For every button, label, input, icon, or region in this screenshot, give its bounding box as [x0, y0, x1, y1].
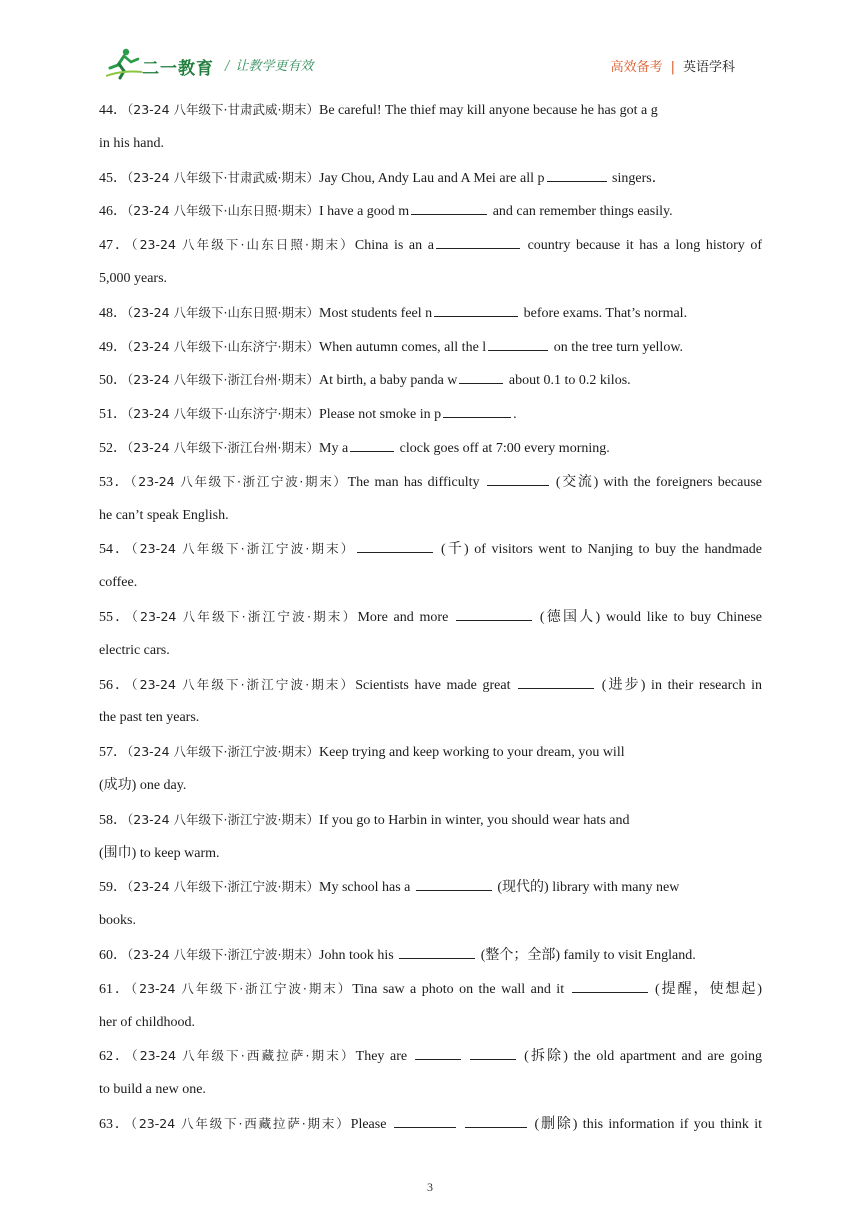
question-number: 52． — [99, 440, 127, 456]
exercise-line — [99, 363, 762, 397]
exercise-line — [99, 465, 762, 499]
exercise-line — [99, 1006, 762, 1040]
question-text: Most students feel n — [319, 305, 433, 321]
question-source: （23-24 八年级下·浙江宁波·期末） — [127, 744, 319, 760]
question-source: （23-24 八年级下·甘肃武威·期末） — [127, 169, 319, 185]
question-number: 48． — [99, 305, 127, 321]
answer-blank[interactable] — [434, 302, 518, 317]
question-number: 60． — [99, 947, 127, 963]
question-source: （23-24 八年级下·西藏拉萨·期末） — [131, 1048, 356, 1064]
question-number: 62． — [99, 1049, 132, 1065]
answer-blank[interactable] — [470, 1045, 516, 1060]
logo — [104, 46, 224, 80]
exercise-line — [99, 634, 762, 668]
question-text: If you go to Harbin in winter, you should wear hats and — [319, 812, 630, 828]
answer-blank[interactable] — [459, 369, 503, 384]
question-source: （23-24 八年级下·浙江宁波·期末） — [130, 980, 353, 996]
question-text: Scientists have made great — [355, 677, 517, 693]
exercise-list — [99, 93, 762, 1141]
question-source: （23-24 八年级下·山东日照·期末） — [127, 203, 319, 219]
question-text-after-blank: clock goes off at 7:00 every morning. — [396, 440, 610, 456]
answer-blank[interactable] — [443, 403, 511, 418]
answer-blank[interactable] — [394, 1113, 456, 1128]
question-text-after-blank: on the tree turn yellow. — [550, 339, 684, 355]
question-number: 63． — [99, 1116, 131, 1132]
question-source: （23-24 八年级下·山东济宁·期末） — [127, 406, 319, 422]
question-number: 51． — [99, 407, 127, 423]
question-text: Please not smoke in p — [319, 407, 442, 423]
question-text: her of childhood. — [99, 1014, 196, 1030]
question-text-after-blank: (删除) this information if you think it — [529, 1116, 762, 1132]
exercise-line — [99, 330, 762, 364]
question-text: (围巾) to keep warm. — [99, 845, 220, 861]
exercise-line — [99, 1039, 762, 1073]
question-text: the past ten years. — [99, 710, 200, 726]
answer-blank[interactable] — [415, 1045, 461, 1060]
header-subject-label: 英语学科 — [682, 60, 735, 75]
question-text: China is an a — [354, 238, 434, 254]
question-text: coffee. — [99, 575, 138, 591]
answer-blank[interactable] — [572, 978, 648, 993]
question-text: More and more — [357, 609, 455, 625]
question-text-after-blank: . — [513, 407, 517, 423]
exercise-line — [99, 228, 762, 262]
question-text-after-blank: and can remember things easily. — [489, 204, 673, 220]
question-source: （23-24 八年级下·浙江宁波·期末） — [127, 879, 319, 895]
exercise-line — [99, 668, 762, 702]
question-text-after-blank: (提醒，使想起) — [649, 981, 762, 997]
exercise-line — [99, 803, 762, 837]
exercise-line — [99, 870, 762, 904]
question-text: I have a good m — [319, 204, 410, 220]
question-source: （23-24 八年级下·山东日照·期末） — [131, 237, 355, 253]
question-text: Please — [350, 1116, 392, 1132]
answer-blank[interactable] — [487, 471, 549, 486]
question-number: 50． — [99, 373, 127, 389]
runner-logo-icon — [104, 46, 144, 80]
exercise-line — [99, 701, 762, 735]
answer-blank[interactable] — [357, 538, 433, 553]
exercise-line — [99, 93, 762, 127]
slogan-text: 让教学更有效 — [235, 59, 314, 74]
exercise-line — [99, 431, 762, 465]
question-text-after-blank: (千) of visitors went to Nanjing to buy the handmade — [435, 542, 762, 558]
question-text: Tina saw a photo on the wall and it — [352, 981, 570, 997]
question-text-after-blank: about 0.1 to 0.2 kilos. — [505, 373, 631, 389]
question-number: 49． — [99, 339, 127, 355]
question-text-after-blank: singers． — [608, 170, 666, 186]
question-number: 56． — [99, 677, 132, 693]
exercise-line — [99, 194, 762, 228]
answer-blank[interactable] — [411, 200, 487, 215]
question-text: he can’t speak English. — [99, 507, 229, 523]
question-text-after-blank: before exams. That’s normal. — [520, 305, 688, 321]
question-source: （23-24 八年级下·甘肃武威·期末） — [127, 102, 319, 117]
exercise-line — [99, 397, 762, 431]
page-number: 3 — [427, 1180, 433, 1194]
question-text: Jay Chou, Andy Lau and A Mei are all p — [319, 170, 545, 186]
question-text: Be careful! The thief may kill anyone because he has got a g — [319, 103, 658, 118]
question-text: electric cars. — [99, 642, 170, 658]
question-text: books. — [99, 913, 136, 929]
exercise-line — [99, 499, 762, 533]
exercise-line — [99, 972, 762, 1006]
question-source: （23-24 八年级下·浙江宁波·期末） — [131, 608, 358, 624]
answer-blank[interactable] — [399, 944, 475, 959]
exercise-line — [99, 1107, 762, 1141]
question-source: （23-24 八年级下·浙江宁波·期末） — [127, 811, 319, 827]
slogan — [225, 55, 313, 74]
question-text: in his hand. — [99, 135, 164, 151]
question-number: 53． — [99, 474, 131, 490]
exercise-line — [99, 769, 762, 803]
question-text: When autumn comes, all the l — [319, 339, 487, 355]
question-source: （23-24 八年级下·浙江台州·期末） — [127, 372, 319, 388]
question-text: At birth, a baby panda w — [319, 373, 458, 389]
answer-blank[interactable] — [416, 876, 492, 891]
answer-blank[interactable] — [456, 606, 532, 621]
logo-text: 二一教育 — [142, 59, 214, 79]
question-text-after-blank: (德国人) would like to buy Chinese — [534, 609, 762, 625]
exercise-line — [99, 161, 762, 195]
exercise-line — [99, 566, 762, 600]
question-source: （23-24 八年级下·浙江宁波·期末） — [127, 946, 319, 962]
question-text: My a — [319, 440, 349, 456]
question-number: 55． — [99, 609, 132, 625]
exercise-line — [99, 262, 762, 296]
question-text: The man has difficulty — [347, 474, 485, 490]
question-number: 57． — [99, 745, 127, 761]
header-keyword: 高效备考 — [610, 60, 663, 75]
exercise-line — [99, 600, 762, 634]
question-text: John took his — [319, 947, 398, 963]
question-number: 54． — [99, 542, 132, 558]
question-text-after-blank: (进步) in their research in — [596, 677, 762, 693]
question-source: （23-24 八年级下·浙江宁波·期末） — [131, 676, 356, 692]
question-source: （23-24 八年级下·山东济宁·期末） — [127, 338, 319, 354]
question-text: (成功) one day. — [99, 777, 187, 793]
question-text: to build a new one. — [99, 1082, 206, 1098]
exercise-line — [99, 837, 762, 871]
answer-blank[interactable] — [465, 1113, 527, 1128]
question-text: My school has a — [319, 880, 414, 896]
page-header — [0, 0, 860, 90]
exercise-line — [99, 1073, 762, 1107]
question-source: （23-24 八年级下·西藏拉萨·期末） — [130, 1115, 351, 1131]
exercise-line — [99, 127, 762, 161]
answer-blank[interactable] — [488, 336, 548, 351]
question-source: （23-24 八年级下·山东日照·期末） — [127, 304, 319, 320]
exercise-line — [99, 735, 762, 769]
question-source: （23-24 八年级下·浙江宁波·期末） — [130, 473, 348, 489]
question-text: Keep trying and keep working to your dream, you will — [319, 745, 625, 761]
question-text-after-blank: (整个；全部) family to visit England. — [477, 947, 696, 963]
exercise-line — [99, 296, 762, 330]
question-number: 45． — [99, 170, 127, 186]
answer-blank[interactable] — [350, 437, 394, 452]
question-number: 46． — [99, 204, 127, 220]
question-text: 5,000 years. — [99, 270, 168, 286]
question-source: （23-24 八年级下·浙江宁波·期末） — [131, 541, 356, 557]
question-source: （23-24 八年级下·浙江台州·期末） — [127, 439, 319, 455]
question-text-after-blank: (交流) with the foreigners because — [550, 474, 762, 490]
question-number: 61． — [99, 981, 131, 997]
question-number: 44． — [99, 103, 127, 118]
answer-blank[interactable] — [436, 234, 520, 249]
exercise-line — [99, 532, 762, 566]
header-separator: | — [670, 60, 675, 75]
question-number: 59． — [99, 880, 127, 896]
exercise-line — [99, 904, 762, 938]
question-text-after-blank: (拆除) the old apartment and are going — [518, 1049, 762, 1065]
slogan-slash: / — [225, 59, 230, 74]
exercise-line — [99, 938, 762, 972]
question-text: They are — [355, 1049, 413, 1065]
answer-blank[interactable] — [518, 674, 594, 689]
question-number: 58． — [99, 812, 127, 828]
question-text-after-blank: country because it has a long history of — [521, 238, 762, 254]
header-subject — [611, 56, 735, 75]
question-text-after-blank: (现代的) library with many new — [493, 880, 680, 896]
question-number: 47． — [99, 238, 132, 254]
answer-blank[interactable] — [547, 167, 607, 182]
